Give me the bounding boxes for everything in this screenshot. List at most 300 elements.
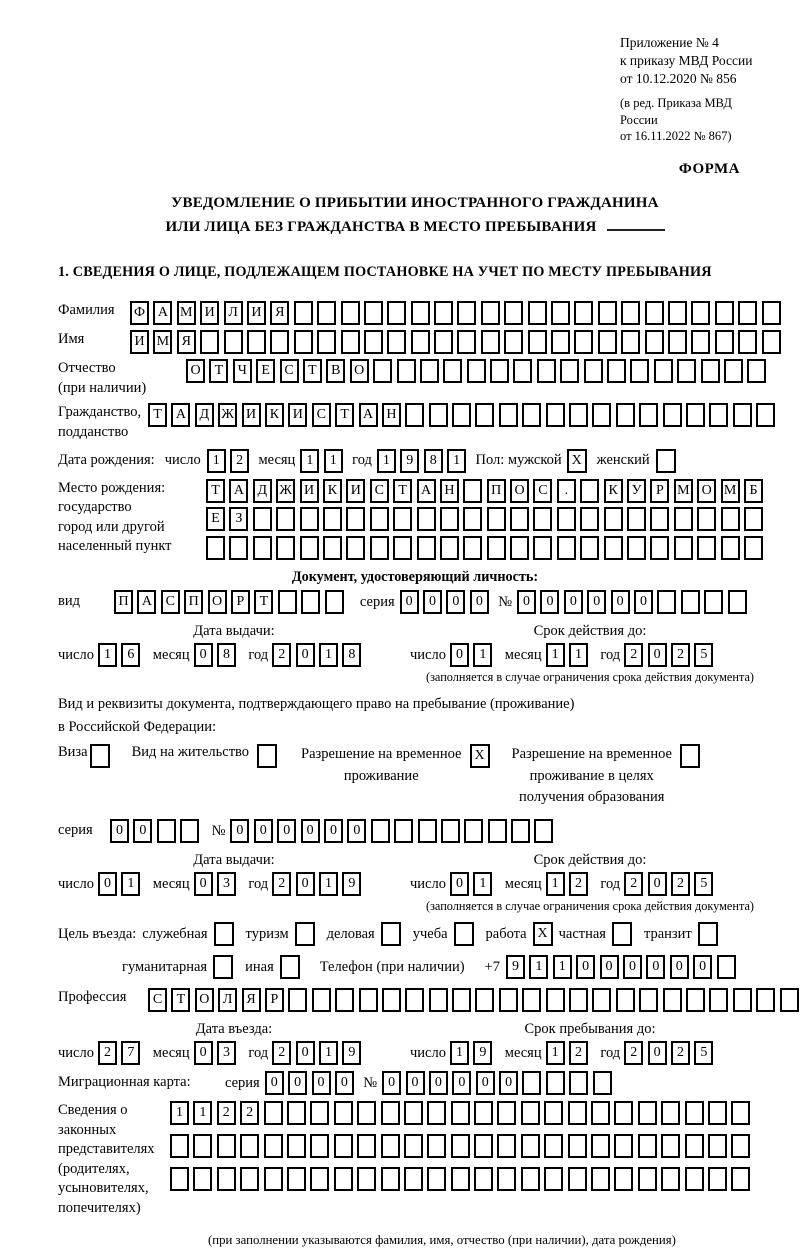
sex-male-checkbox[interactable]: X bbox=[567, 449, 587, 473]
char-cell[interactable] bbox=[335, 988, 354, 1012]
char-cell[interactable] bbox=[434, 301, 453, 325]
char-cell[interactable]: С bbox=[148, 988, 167, 1012]
char-cell[interactable]: 0 bbox=[450, 643, 469, 667]
char-cell[interactable] bbox=[639, 403, 658, 427]
char-cell[interactable] bbox=[394, 819, 413, 843]
char-cell[interactable]: . bbox=[557, 479, 576, 503]
char-cell[interactable]: Е bbox=[256, 359, 275, 383]
char-cell[interactable]: Т bbox=[335, 403, 354, 427]
char-cell[interactable] bbox=[744, 507, 763, 531]
char-cell[interactable] bbox=[418, 819, 437, 843]
char-cell[interactable] bbox=[373, 359, 392, 383]
char-cell[interactable] bbox=[429, 403, 448, 427]
char-cell[interactable]: О bbox=[350, 359, 369, 383]
char-cell[interactable] bbox=[657, 590, 676, 614]
char-cell[interactable] bbox=[593, 1071, 612, 1095]
char-cell[interactable] bbox=[591, 1167, 610, 1191]
char-cell[interactable]: К bbox=[604, 479, 623, 503]
char-cell[interactable]: 5 bbox=[694, 872, 713, 896]
char-cell[interactable] bbox=[346, 536, 365, 560]
rvp-education-checkbox[interactable] bbox=[680, 744, 700, 768]
char-cell[interactable] bbox=[568, 1101, 587, 1125]
char-cell[interactable]: 0 bbox=[450, 872, 469, 896]
char-cell[interactable]: 0 bbox=[564, 590, 583, 614]
char-cell[interactable]: 8 bbox=[424, 449, 443, 473]
char-cell[interactable]: 1 bbox=[319, 643, 338, 667]
char-cell[interactable]: 0 bbox=[335, 1071, 354, 1095]
char-cell[interactable]: К bbox=[323, 479, 342, 503]
visa-checkbox[interactable] bbox=[90, 744, 110, 768]
char-cell[interactable] bbox=[521, 1134, 540, 1158]
char-cell[interactable]: Т bbox=[148, 403, 167, 427]
char-cell[interactable] bbox=[323, 536, 342, 560]
char-cell[interactable] bbox=[200, 330, 219, 354]
char-cell[interactable] bbox=[708, 1134, 727, 1158]
char-cell[interactable]: С bbox=[280, 359, 299, 383]
char-cell[interactable] bbox=[323, 507, 342, 531]
char-cell[interactable] bbox=[371, 819, 390, 843]
char-cell[interactable] bbox=[661, 1134, 680, 1158]
char-cell[interactable] bbox=[427, 1167, 446, 1191]
char-cell[interactable]: 0 bbox=[194, 643, 213, 667]
char-cell[interactable] bbox=[744, 536, 763, 560]
char-cell[interactable] bbox=[630, 359, 649, 383]
char-cell[interactable]: 0 bbox=[277, 819, 296, 843]
char-cell[interactable] bbox=[677, 359, 696, 383]
char-cell[interactable] bbox=[294, 301, 313, 325]
char-cell[interactable] bbox=[497, 1134, 516, 1158]
char-cell[interactable] bbox=[157, 819, 176, 843]
purpose-work-checkbox[interactable]: X bbox=[533, 922, 553, 946]
char-cell[interactable] bbox=[580, 507, 599, 531]
char-cell[interactable] bbox=[427, 1134, 446, 1158]
char-cell[interactable] bbox=[650, 507, 669, 531]
char-cell[interactable] bbox=[546, 403, 565, 427]
char-cell[interactable]: Т bbox=[393, 479, 412, 503]
char-cell[interactable]: 0 bbox=[98, 872, 117, 896]
char-cell[interactable]: Ф bbox=[130, 301, 149, 325]
char-cell[interactable] bbox=[451, 1167, 470, 1191]
char-cell[interactable]: Д bbox=[253, 479, 272, 503]
char-cell[interactable]: Н bbox=[382, 403, 401, 427]
char-cell[interactable]: 5 bbox=[694, 643, 713, 667]
char-cell[interactable] bbox=[276, 536, 295, 560]
char-cell[interactable] bbox=[592, 403, 611, 427]
char-cell[interactable]: 0 bbox=[400, 590, 419, 614]
char-cell[interactable] bbox=[310, 1167, 329, 1191]
char-cell[interactable] bbox=[668, 330, 687, 354]
char-cell[interactable]: 0 bbox=[382, 1071, 401, 1095]
char-cell[interactable]: Р bbox=[265, 988, 284, 1012]
char-cell[interactable] bbox=[411, 330, 430, 354]
char-cell[interactable]: 9 bbox=[342, 872, 361, 896]
char-cell[interactable] bbox=[488, 819, 507, 843]
char-cell[interactable] bbox=[457, 301, 476, 325]
char-cell[interactable]: 2 bbox=[624, 643, 643, 667]
char-cell[interactable] bbox=[276, 507, 295, 531]
char-cell[interactable] bbox=[357, 1167, 376, 1191]
char-cell[interactable] bbox=[253, 507, 272, 531]
char-cell[interactable]: 1 bbox=[546, 643, 565, 667]
char-cell[interactable]: Н bbox=[440, 479, 459, 503]
char-cell[interactable]: 9 bbox=[473, 1041, 492, 1065]
char-cell[interactable] bbox=[411, 301, 430, 325]
char-cell[interactable] bbox=[574, 330, 593, 354]
char-cell[interactable] bbox=[499, 988, 518, 1012]
char-cell[interactable] bbox=[451, 1134, 470, 1158]
char-cell[interactable] bbox=[441, 819, 460, 843]
char-cell[interactable] bbox=[638, 1101, 657, 1125]
char-cell[interactable] bbox=[733, 403, 752, 427]
char-cell[interactable]: О bbox=[195, 988, 214, 1012]
char-cell[interactable]: 3 bbox=[217, 1041, 236, 1065]
char-cell[interactable]: И bbox=[346, 479, 365, 503]
char-cell[interactable] bbox=[551, 330, 570, 354]
char-cell[interactable]: 0 bbox=[576, 955, 595, 979]
char-cell[interactable] bbox=[294, 330, 313, 354]
char-cell[interactable] bbox=[638, 1167, 657, 1191]
char-cell[interactable]: 0 bbox=[406, 1071, 425, 1095]
char-cell[interactable] bbox=[463, 536, 482, 560]
char-cell[interactable]: 0 bbox=[296, 643, 315, 667]
char-cell[interactable] bbox=[217, 1167, 236, 1191]
char-cell[interactable] bbox=[510, 507, 529, 531]
char-cell[interactable]: С bbox=[161, 590, 180, 614]
char-cell[interactable]: 1 bbox=[450, 1041, 469, 1065]
char-cell[interactable] bbox=[537, 359, 556, 383]
char-cell[interactable] bbox=[762, 301, 781, 325]
char-cell[interactable]: Л bbox=[218, 988, 237, 1012]
char-cell[interactable] bbox=[341, 330, 360, 354]
char-cell[interactable]: 6 bbox=[121, 643, 140, 667]
char-cell[interactable] bbox=[533, 507, 552, 531]
char-cell[interactable]: 9 bbox=[342, 1041, 361, 1065]
char-cell[interactable] bbox=[691, 301, 710, 325]
char-cell[interactable] bbox=[301, 590, 320, 614]
char-cell[interactable] bbox=[685, 1101, 704, 1125]
char-cell[interactable] bbox=[334, 1101, 353, 1125]
char-cell[interactable]: С bbox=[533, 479, 552, 503]
char-cell[interactable] bbox=[674, 536, 693, 560]
char-cell[interactable] bbox=[346, 507, 365, 531]
char-cell[interactable]: Т bbox=[303, 359, 322, 383]
char-cell[interactable]: Ж bbox=[218, 403, 237, 427]
char-cell[interactable]: Ч bbox=[233, 359, 252, 383]
char-cell[interactable] bbox=[756, 403, 775, 427]
char-cell[interactable]: 0 bbox=[517, 590, 536, 614]
char-cell[interactable] bbox=[546, 1071, 565, 1095]
char-cell[interactable] bbox=[370, 507, 389, 531]
char-cell[interactable]: Б bbox=[744, 479, 763, 503]
purpose-business-checkbox[interactable] bbox=[381, 922, 401, 946]
char-cell[interactable] bbox=[686, 988, 705, 1012]
char-cell[interactable]: Т bbox=[254, 590, 273, 614]
char-cell[interactable] bbox=[668, 301, 687, 325]
char-cell[interactable] bbox=[382, 988, 401, 1012]
char-cell[interactable] bbox=[621, 301, 640, 325]
char-cell[interactable] bbox=[434, 330, 453, 354]
char-cell[interactable]: 0 bbox=[296, 872, 315, 896]
char-cell[interactable] bbox=[638, 1134, 657, 1158]
char-cell[interactable] bbox=[300, 507, 319, 531]
char-cell[interactable]: 2 bbox=[272, 1041, 291, 1065]
purpose-study-checkbox[interactable] bbox=[454, 922, 474, 946]
char-cell[interactable]: 2 bbox=[217, 1101, 236, 1125]
char-cell[interactable] bbox=[663, 403, 682, 427]
char-cell[interactable]: 1 bbox=[569, 643, 588, 667]
char-cell[interactable] bbox=[738, 301, 757, 325]
char-cell[interactable]: 5 bbox=[694, 1041, 713, 1065]
char-cell[interactable] bbox=[686, 403, 705, 427]
char-cell[interactable] bbox=[474, 1167, 493, 1191]
char-cell[interactable] bbox=[580, 479, 599, 503]
char-cell[interactable]: 2 bbox=[98, 1041, 117, 1065]
char-cell[interactable] bbox=[650, 536, 669, 560]
char-cell[interactable]: И bbox=[247, 301, 266, 325]
char-cell[interactable] bbox=[287, 1134, 306, 1158]
char-cell[interactable]: Т bbox=[209, 359, 228, 383]
char-cell[interactable] bbox=[405, 403, 424, 427]
char-cell[interactable] bbox=[697, 507, 716, 531]
char-cell[interactable]: М bbox=[674, 479, 693, 503]
char-cell[interactable] bbox=[544, 1101, 563, 1125]
purpose-other-checkbox[interactable] bbox=[280, 955, 300, 979]
char-cell[interactable] bbox=[627, 507, 646, 531]
char-cell[interactable] bbox=[170, 1167, 189, 1191]
char-cell[interactable]: О bbox=[510, 479, 529, 503]
char-cell[interactable] bbox=[591, 1134, 610, 1158]
char-cell[interactable] bbox=[381, 1167, 400, 1191]
char-cell[interactable] bbox=[440, 507, 459, 531]
char-cell[interactable] bbox=[247, 330, 266, 354]
char-cell[interactable] bbox=[522, 403, 541, 427]
char-cell[interactable] bbox=[443, 359, 462, 383]
char-cell[interactable] bbox=[467, 359, 486, 383]
char-cell[interactable]: 1 bbox=[300, 449, 319, 473]
char-cell[interactable] bbox=[522, 1071, 541, 1095]
char-cell[interactable] bbox=[614, 1134, 633, 1158]
char-cell[interactable] bbox=[704, 590, 723, 614]
char-cell[interactable]: И bbox=[300, 479, 319, 503]
char-cell[interactable]: 0 bbox=[611, 590, 630, 614]
char-cell[interactable] bbox=[674, 507, 693, 531]
char-cell[interactable]: 2 bbox=[671, 1041, 690, 1065]
char-cell[interactable]: 2 bbox=[240, 1101, 259, 1125]
char-cell[interactable] bbox=[708, 1167, 727, 1191]
char-cell[interactable] bbox=[475, 988, 494, 1012]
char-cell[interactable]: 0 bbox=[288, 1071, 307, 1095]
char-cell[interactable] bbox=[513, 359, 532, 383]
char-cell[interactable]: 0 bbox=[110, 819, 129, 843]
char-cell[interactable] bbox=[697, 536, 716, 560]
char-cell[interactable] bbox=[568, 1134, 587, 1158]
char-cell[interactable]: 0 bbox=[600, 955, 619, 979]
char-cell[interactable] bbox=[206, 536, 225, 560]
char-cell[interactable]: 2 bbox=[272, 872, 291, 896]
char-cell[interactable]: 9 bbox=[506, 955, 525, 979]
char-cell[interactable]: 1 bbox=[319, 1041, 338, 1065]
char-cell[interactable] bbox=[427, 1101, 446, 1125]
char-cell[interactable]: О bbox=[186, 359, 205, 383]
char-cell[interactable]: 0 bbox=[254, 819, 273, 843]
purpose-transit-checkbox[interactable] bbox=[698, 922, 718, 946]
char-cell[interactable] bbox=[504, 330, 523, 354]
char-cell[interactable]: 0 bbox=[194, 872, 213, 896]
char-cell[interactable] bbox=[312, 988, 331, 1012]
char-cell[interactable]: 0 bbox=[470, 590, 489, 614]
char-cell[interactable] bbox=[452, 988, 471, 1012]
char-cell[interactable] bbox=[359, 988, 378, 1012]
char-cell[interactable] bbox=[701, 359, 720, 383]
char-cell[interactable] bbox=[654, 359, 673, 383]
purpose-private-checkbox[interactable] bbox=[612, 922, 632, 946]
char-cell[interactable]: 0 bbox=[648, 1041, 667, 1065]
char-cell[interactable]: 9 bbox=[400, 449, 419, 473]
char-cell[interactable] bbox=[521, 1167, 540, 1191]
char-cell[interactable] bbox=[300, 536, 319, 560]
char-cell[interactable] bbox=[616, 403, 635, 427]
char-cell[interactable] bbox=[264, 1101, 283, 1125]
char-cell[interactable]: 2 bbox=[671, 872, 690, 896]
char-cell[interactable] bbox=[639, 988, 658, 1012]
char-cell[interactable]: А bbox=[153, 301, 172, 325]
char-cell[interactable]: 8 bbox=[217, 643, 236, 667]
char-cell[interactable]: А bbox=[229, 479, 248, 503]
char-cell[interactable]: 1 bbox=[377, 449, 396, 473]
char-cell[interactable] bbox=[544, 1167, 563, 1191]
char-cell[interactable]: 0 bbox=[347, 819, 366, 843]
sex-female-checkbox[interactable] bbox=[656, 449, 676, 473]
char-cell[interactable] bbox=[310, 1134, 329, 1158]
char-cell[interactable]: 2 bbox=[230, 449, 249, 473]
char-cell[interactable] bbox=[420, 359, 439, 383]
char-cell[interactable] bbox=[240, 1167, 259, 1191]
char-cell[interactable] bbox=[217, 1134, 236, 1158]
char-cell[interactable]: 1 bbox=[207, 449, 226, 473]
char-cell[interactable]: 0 bbox=[693, 955, 712, 979]
char-cell[interactable] bbox=[487, 536, 506, 560]
char-cell[interactable] bbox=[663, 988, 682, 1012]
char-cell[interactable] bbox=[551, 301, 570, 325]
char-cell[interactable]: 7 bbox=[121, 1041, 140, 1065]
char-cell[interactable] bbox=[756, 988, 775, 1012]
char-cell[interactable] bbox=[253, 536, 272, 560]
char-cell[interactable] bbox=[724, 359, 743, 383]
char-cell[interactable]: 0 bbox=[230, 819, 249, 843]
char-cell[interactable] bbox=[180, 819, 199, 843]
char-cell[interactable]: 0 bbox=[312, 1071, 331, 1095]
purpose-official-checkbox[interactable] bbox=[214, 922, 234, 946]
char-cell[interactable] bbox=[681, 590, 700, 614]
char-cell[interactable] bbox=[278, 590, 297, 614]
char-cell[interactable] bbox=[780, 988, 799, 1012]
char-cell[interactable] bbox=[731, 1167, 750, 1191]
char-cell[interactable]: 0 bbox=[623, 955, 642, 979]
char-cell[interactable] bbox=[341, 301, 360, 325]
char-cell[interactable]: 2 bbox=[569, 1041, 588, 1065]
char-cell[interactable] bbox=[569, 1071, 588, 1095]
char-cell[interactable]: 0 bbox=[296, 1041, 315, 1065]
char-cell[interactable] bbox=[709, 988, 728, 1012]
char-cell[interactable] bbox=[475, 403, 494, 427]
char-cell[interactable]: З bbox=[229, 507, 248, 531]
char-cell[interactable] bbox=[685, 1134, 704, 1158]
char-cell[interactable] bbox=[370, 536, 389, 560]
char-cell[interactable] bbox=[733, 988, 752, 1012]
char-cell[interactable]: 2 bbox=[624, 872, 643, 896]
char-cell[interactable] bbox=[264, 1167, 283, 1191]
char-cell[interactable] bbox=[691, 330, 710, 354]
char-cell[interactable] bbox=[381, 1101, 400, 1125]
char-cell[interactable]: Л bbox=[224, 301, 243, 325]
char-cell[interactable]: 1 bbox=[319, 872, 338, 896]
char-cell[interactable] bbox=[528, 330, 547, 354]
char-cell[interactable] bbox=[264, 1134, 283, 1158]
char-cell[interactable]: С bbox=[312, 403, 331, 427]
char-cell[interactable]: 0 bbox=[634, 590, 653, 614]
char-cell[interactable]: Д bbox=[195, 403, 214, 427]
char-cell[interactable]: 1 bbox=[553, 955, 572, 979]
char-cell[interactable] bbox=[387, 330, 406, 354]
char-cell[interactable] bbox=[645, 330, 664, 354]
char-cell[interactable] bbox=[627, 536, 646, 560]
char-cell[interactable] bbox=[193, 1167, 212, 1191]
char-cell[interactable]: П bbox=[114, 590, 133, 614]
rvp-checkbox[interactable]: X bbox=[470, 744, 490, 768]
char-cell[interactable] bbox=[604, 507, 623, 531]
char-cell[interactable]: 1 bbox=[98, 643, 117, 667]
char-cell[interactable] bbox=[325, 590, 344, 614]
char-cell[interactable]: 1 bbox=[324, 449, 343, 473]
char-cell[interactable] bbox=[574, 301, 593, 325]
char-cell[interactable] bbox=[614, 1167, 633, 1191]
char-cell[interactable] bbox=[661, 1101, 680, 1125]
char-cell[interactable] bbox=[592, 988, 611, 1012]
char-cell[interactable]: 8 bbox=[342, 643, 361, 667]
char-cell[interactable] bbox=[393, 507, 412, 531]
char-cell[interactable] bbox=[591, 1101, 610, 1125]
char-cell[interactable]: 1 bbox=[529, 955, 548, 979]
char-cell[interactable]: Р bbox=[650, 479, 669, 503]
char-cell[interactable]: К bbox=[265, 403, 284, 427]
char-cell[interactable] bbox=[270, 330, 289, 354]
char-cell[interactable] bbox=[522, 988, 541, 1012]
char-cell[interactable] bbox=[504, 301, 523, 325]
char-cell[interactable] bbox=[287, 1101, 306, 1125]
char-cell[interactable] bbox=[317, 301, 336, 325]
char-cell[interactable]: 0 bbox=[587, 590, 606, 614]
char-cell[interactable]: 0 bbox=[646, 955, 665, 979]
char-cell[interactable] bbox=[497, 1101, 516, 1125]
char-cell[interactable] bbox=[621, 330, 640, 354]
char-cell[interactable]: А bbox=[359, 403, 378, 427]
char-cell[interactable] bbox=[717, 955, 736, 979]
char-cell[interactable]: 0 bbox=[301, 819, 320, 843]
char-cell[interactable] bbox=[487, 507, 506, 531]
char-cell[interactable]: Т bbox=[171, 988, 190, 1012]
char-cell[interactable]: 2 bbox=[272, 643, 291, 667]
char-cell[interactable] bbox=[451, 1101, 470, 1125]
char-cell[interactable]: 1 bbox=[121, 872, 140, 896]
char-cell[interactable] bbox=[584, 359, 603, 383]
char-cell[interactable]: 1 bbox=[546, 1041, 565, 1065]
char-cell[interactable] bbox=[499, 403, 518, 427]
char-cell[interactable] bbox=[580, 536, 599, 560]
char-cell[interactable]: 0 bbox=[423, 590, 442, 614]
char-cell[interactable] bbox=[387, 301, 406, 325]
char-cell[interactable] bbox=[721, 507, 740, 531]
char-cell[interactable] bbox=[568, 1167, 587, 1191]
